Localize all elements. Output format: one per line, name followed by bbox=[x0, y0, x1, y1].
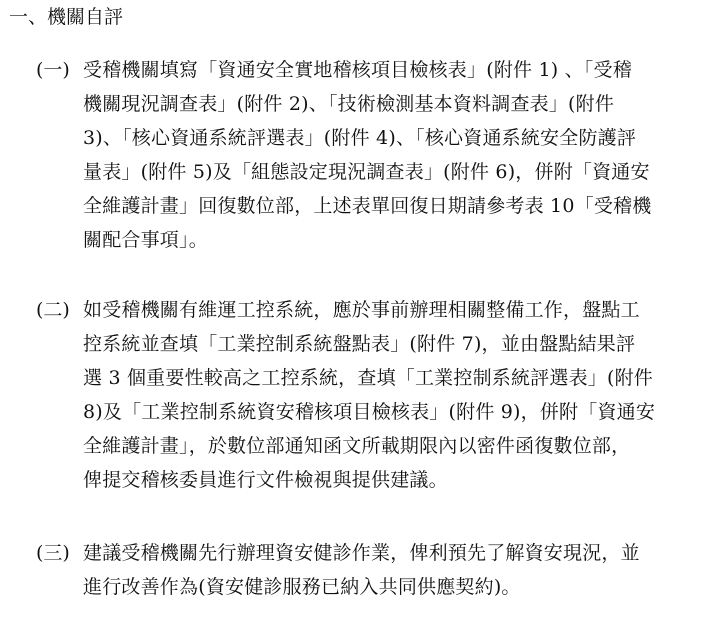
item-text-line: 如受稽機關有維運工控系統，應於事前辦理相關整備工作，盤點工 bbox=[83, 299, 640, 321]
item-text-line: 量表」(附件 5)及「組態設定現況調查表」(附件 6)，併附「資通安 bbox=[83, 161, 650, 183]
item-text-line: 控系統並查填「工業控制系統盤點表」(附件 7)，並由盤點結果評 bbox=[83, 333, 636, 355]
item-text-line: 選 3 個重要性較高之工控系統，查填「工業控制系統評選表」(附件 bbox=[83, 367, 653, 389]
item-text-line: 8)及「工業控制系統資安稽核項目檢核表」(附件 9)，併附「資通安 bbox=[83, 401, 656, 423]
item-text-line: 關配合事項」。 bbox=[83, 229, 208, 251]
section-heading: 一、機關自評 bbox=[9, 6, 124, 28]
item-text-line: 進行改善作為(資安健診服務已納入共同供應契約)。 bbox=[83, 576, 521, 598]
item-marker: (二) bbox=[36, 299, 70, 321]
item-text-line: 建議受稽機關先行辦理資安健診作業，俾利預先了解資安現況，並 bbox=[83, 542, 640, 564]
item-text-line: 機關現況調查表」(附件 2)、「技術檢測基本資料調查表」(附件 bbox=[83, 93, 615, 115]
item-text-line: 受稽機關填寫「資通安全實地稽核項目檢核表」(附件 1) 、「受稽 bbox=[83, 59, 632, 81]
item-text-line: 俾提交稽核委員進行文件檢視與提供建議。 bbox=[83, 469, 448, 491]
item-marker: (一) bbox=[36, 59, 70, 81]
item-text-line: 3)、「核心資通系統評選表」(附件 4)、「核心資通系統安全防護評 bbox=[83, 127, 637, 149]
item-text-line: 全維護計畫」，於數位部通知函文所載期限內以密件函復數位部， bbox=[83, 435, 631, 457]
item-marker: (三) bbox=[36, 542, 70, 564]
item-text-line: 全維護計畫」回復數位部，上述表單回復日期請參考表 10「受稽機 bbox=[83, 195, 652, 217]
